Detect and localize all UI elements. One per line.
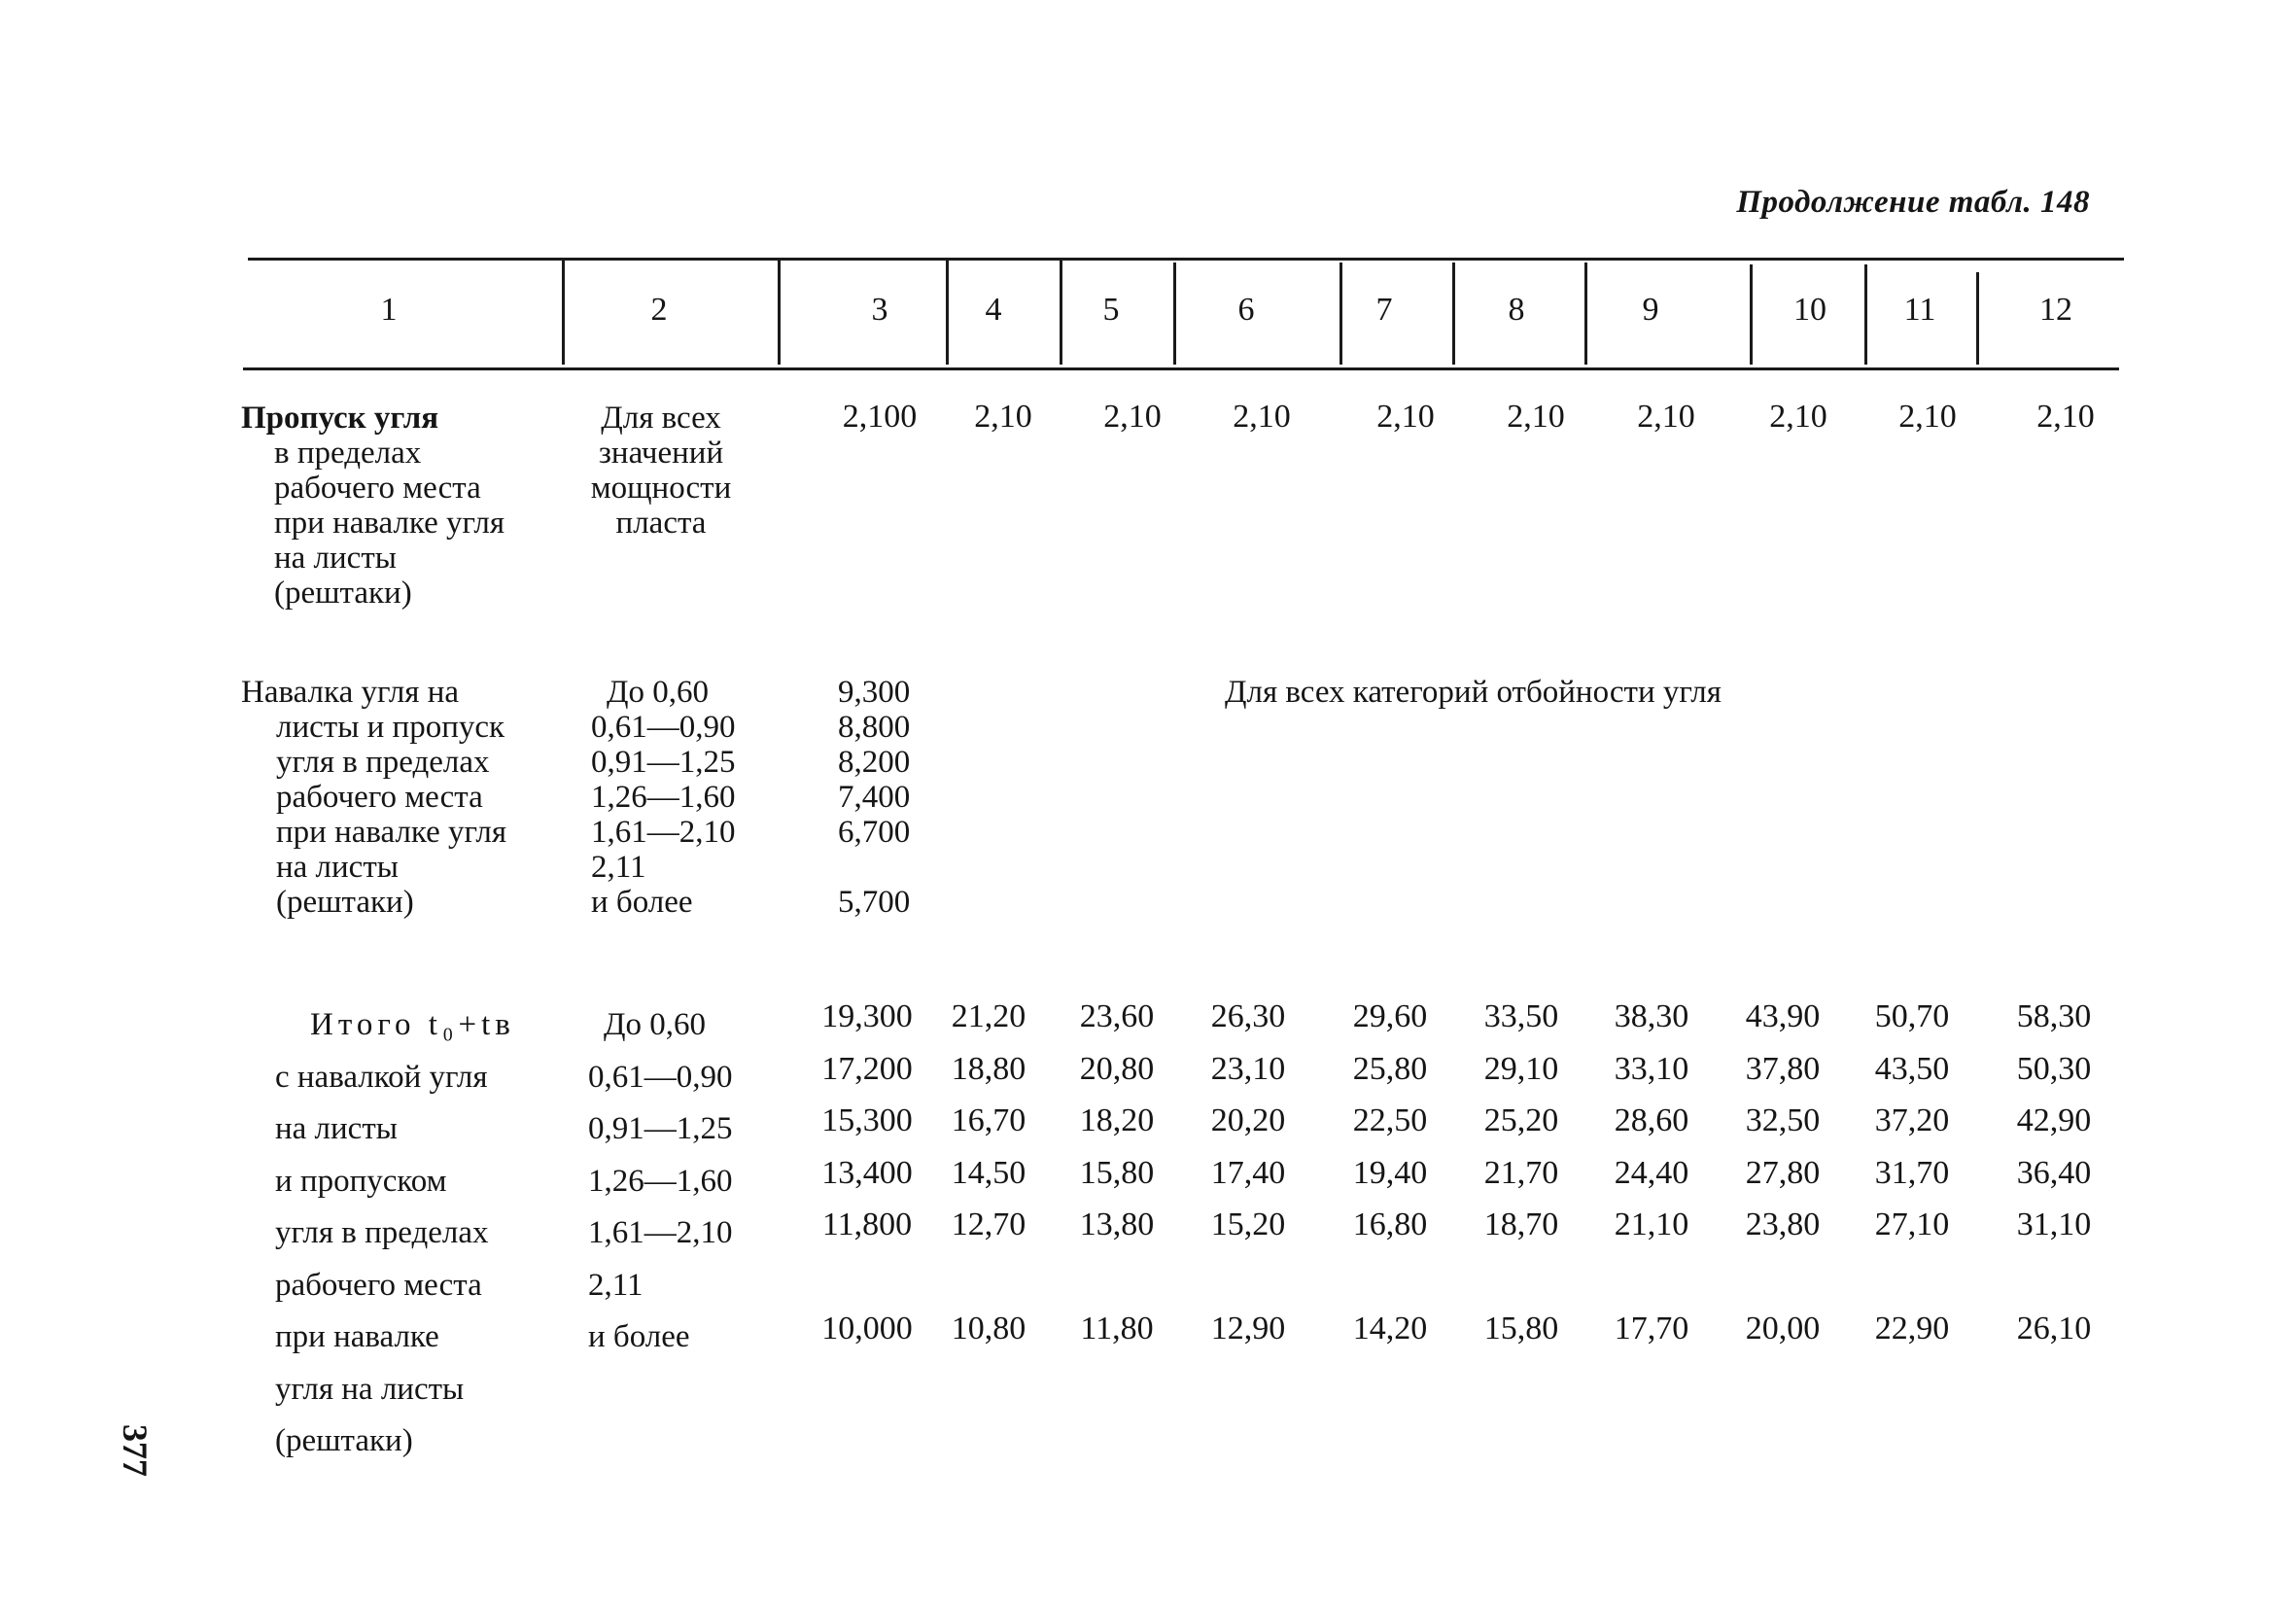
column-header-1: 1 xyxy=(380,292,398,328)
row3-value: 12,70 xyxy=(951,1206,1026,1242)
row3-value: 38,30 xyxy=(1614,998,1689,1034)
row2-name-line: угля в пределах xyxy=(276,745,490,780)
row2-name-line: рабочего места xyxy=(276,780,483,815)
row3-value: 10,000 xyxy=(821,1311,913,1346)
row3-value: 37,20 xyxy=(1874,1102,1950,1138)
row2-name-line: на листы xyxy=(276,850,399,885)
row1-name-line: в пределах xyxy=(274,436,422,471)
row3-name-line: угля на листы xyxy=(275,1371,465,1407)
column-header-4: 4 xyxy=(985,292,1002,328)
row3-value: 50,30 xyxy=(2016,1051,2092,1087)
header-column-separator xyxy=(1339,262,1342,365)
row3-value: 43,50 xyxy=(1874,1051,1950,1087)
header-column-separator xyxy=(1452,262,1455,365)
row3-value: 13,400 xyxy=(821,1155,913,1191)
row2-thickness-line: и более xyxy=(591,885,693,920)
row1-thickness-line: значений xyxy=(598,436,724,471)
row3-value: 27,80 xyxy=(1745,1155,1821,1191)
row3-value: 29,60 xyxy=(1352,998,1428,1034)
row3-thickness-line: и более xyxy=(588,1319,690,1354)
row2-thickness xyxy=(591,675,736,920)
row1-value: 2,10 xyxy=(1103,399,1162,435)
row3-thickness-line: 0,91—1,25 xyxy=(588,1111,733,1146)
row2-name-line: (рештаки) xyxy=(276,885,414,920)
row2-col3-value xyxy=(838,850,910,885)
row3-value: 24,40 xyxy=(1614,1155,1689,1191)
row3-value: 31,70 xyxy=(1874,1155,1950,1191)
row2-name xyxy=(241,675,506,920)
row1-value: 2,10 xyxy=(974,399,1032,435)
row3-value: 10,80 xyxy=(951,1311,1026,1346)
row2-col3-value: 8,200 xyxy=(838,745,911,780)
row3-value: 23,60 xyxy=(1079,998,1155,1034)
row3-value: 33,10 xyxy=(1614,1051,1689,1087)
column-header-8: 8 xyxy=(1508,292,1525,328)
row3-value: 23,10 xyxy=(1210,1051,1286,1087)
column-header-7: 7 xyxy=(1375,292,1393,328)
row2-thickness-line: 0,91—1,25 xyxy=(591,745,736,780)
row1-value: 2,10 xyxy=(1507,399,1565,435)
row1-name-line: Пропуск угля xyxy=(241,401,439,436)
row1-name-line: на листы xyxy=(274,541,397,576)
row3-name-line: при навалке xyxy=(275,1319,439,1354)
row2-thickness-line: 2,11 xyxy=(591,850,646,885)
row3-value: 15,80 xyxy=(1079,1155,1155,1191)
row3-value: 37,80 xyxy=(1745,1051,1821,1087)
row3-value: 12,90 xyxy=(1210,1311,1286,1346)
row3-value: 58,30 xyxy=(2016,998,2092,1034)
row3-value: 36,40 xyxy=(2016,1155,2092,1191)
row3-value: 15,300 xyxy=(821,1102,913,1138)
row2-thickness-line: 1,61—2,10 xyxy=(591,815,736,850)
row3-value: 18,20 xyxy=(1079,1102,1155,1138)
row3-value: 33,50 xyxy=(1483,998,1559,1034)
row3-value: 26,10 xyxy=(2016,1311,2092,1346)
row3-value: 17,70 xyxy=(1614,1311,1689,1346)
row3-value: 11,800 xyxy=(821,1206,913,1242)
row3-value: 16,70 xyxy=(951,1102,1026,1138)
row3-value: 25,20 xyxy=(1483,1102,1559,1138)
row1-value: 2,10 xyxy=(1637,399,1695,435)
row3-value: 23,80 xyxy=(1745,1206,1821,1242)
row3-name-line: Итого t₀+tв xyxy=(310,1007,515,1042)
row3-value: 21,70 xyxy=(1483,1155,1559,1191)
column-header-5: 5 xyxy=(1102,292,1120,328)
row3-value: 18,80 xyxy=(951,1051,1026,1087)
row2-col3-value: 5,700 xyxy=(838,885,911,920)
row3-name-line: рабочего места xyxy=(275,1267,482,1303)
header-column-separator xyxy=(1864,264,1867,365)
header-column-separator xyxy=(1584,262,1587,365)
row3-value: 43,90 xyxy=(1745,998,1821,1034)
row3-value: 32,50 xyxy=(1745,1102,1821,1138)
row3-value: 14,50 xyxy=(951,1155,1026,1191)
row3-value: 50,70 xyxy=(1874,998,1950,1034)
row3-thickness xyxy=(588,999,733,1364)
row2-col3-value: 9,300 xyxy=(838,675,911,710)
row3-value: 15,80 xyxy=(1483,1311,1559,1346)
table-header-rule xyxy=(243,367,2119,370)
row3-value: 19,300 xyxy=(821,998,913,1034)
row3-name-line: (рештаки) xyxy=(275,1423,413,1458)
column-header-10: 10 xyxy=(1793,292,1826,328)
header-column-separator xyxy=(946,260,949,365)
column-header-3: 3 xyxy=(871,292,888,328)
row3-value: 22,50 xyxy=(1352,1102,1428,1138)
row3-value: 11,80 xyxy=(1080,1311,1154,1346)
row3-value: 29,10 xyxy=(1483,1051,1559,1087)
header-column-separator xyxy=(1173,262,1176,365)
row3-thickness-line: 1,61—2,10 xyxy=(588,1215,733,1250)
row3-value: 42,90 xyxy=(2016,1102,2092,1138)
row2-thickness-line: До 0,60 xyxy=(607,675,710,710)
row3-name-line: и пропуском xyxy=(275,1163,447,1199)
row2-name-line: Навалка угля на xyxy=(241,675,460,710)
row3-value: 17,40 xyxy=(1210,1155,1286,1191)
row3-value: 26,30 xyxy=(1210,998,1286,1034)
row3-thickness-line: До 0,60 xyxy=(604,1007,707,1042)
row3-value: 16,80 xyxy=(1352,1206,1428,1242)
row1-thickness-line: Для всех xyxy=(601,401,721,436)
row1-name-line: при навалке угля xyxy=(274,506,505,541)
row3-value: 31,10 xyxy=(2016,1206,2092,1242)
row3-value: 20,80 xyxy=(1079,1051,1155,1087)
row3-name xyxy=(275,999,515,1468)
row3-value: 25,80 xyxy=(1352,1051,1428,1087)
row3-value: 17,200 xyxy=(821,1051,913,1087)
row1-thickness xyxy=(578,401,744,541)
row1-thickness-line: пласта xyxy=(615,506,707,541)
header-column-separator xyxy=(1976,272,1979,365)
row1-name-line: рабочего места xyxy=(274,471,481,506)
column-header-2: 2 xyxy=(650,292,668,328)
row3-thickness-line: 1,26—1,60 xyxy=(588,1163,733,1199)
row1-value: 2,100 xyxy=(842,399,918,435)
row2-name-line: листы и пропуск xyxy=(276,710,505,745)
row2-name-line: при навалке угля xyxy=(276,815,507,850)
row3-value: 21,10 xyxy=(1614,1206,1689,1242)
row3-thickness-line: 0,61—0,90 xyxy=(588,1059,733,1095)
row2-thickness-line: 1,26—1,60 xyxy=(591,780,736,815)
table-caption: Продолжение табл. 148 xyxy=(1736,185,2090,220)
row1-name-line: (рештаки) xyxy=(274,576,412,611)
row1-thickness-line: мощности xyxy=(590,471,732,506)
row2-thickness-line: 0,61—0,90 xyxy=(591,710,736,745)
row3-value: 14,20 xyxy=(1352,1311,1428,1346)
column-header-11: 11 xyxy=(1903,292,1936,328)
row1-value: 2,10 xyxy=(2036,399,2095,435)
row3-value: 18,70 xyxy=(1483,1206,1559,1242)
header-column-separator xyxy=(1750,264,1753,365)
column-header-6: 6 xyxy=(1237,292,1255,328)
row1-value: 2,10 xyxy=(1769,399,1827,435)
row1-value: 2,10 xyxy=(1898,399,1957,435)
row3-value: 13,80 xyxy=(1079,1206,1155,1242)
row3-name-line: с навалкой угля xyxy=(275,1059,488,1095)
row3-value: 27,10 xyxy=(1874,1206,1950,1242)
row1-value: 2,10 xyxy=(1233,399,1291,435)
row3-value: 20,20 xyxy=(1210,1102,1286,1138)
header-column-separator xyxy=(562,260,565,365)
row2-col3-values xyxy=(838,675,910,920)
header-column-separator xyxy=(1060,260,1062,365)
row3-value: 28,60 xyxy=(1614,1102,1689,1138)
row3-value: 22,90 xyxy=(1874,1311,1950,1346)
row3-name-line: на листы xyxy=(275,1111,398,1146)
row1-value: 2,10 xyxy=(1376,399,1435,435)
row3-thickness-line: 2,11 xyxy=(588,1267,644,1303)
row2-col3-value: 7,400 xyxy=(838,780,911,815)
column-header-12: 12 xyxy=(2039,292,2072,328)
row2-note: Для всех категорий отбойности угля xyxy=(1225,675,1722,710)
row1-name xyxy=(241,401,504,611)
row3-value: 15,20 xyxy=(1210,1206,1286,1242)
row3-name-line: угля в пределах xyxy=(275,1215,489,1250)
row3-value: 20,00 xyxy=(1745,1311,1821,1346)
row2-col3-value: 8,800 xyxy=(838,710,911,745)
row3-value: 21,20 xyxy=(951,998,1026,1034)
table-top-rule xyxy=(248,258,2124,261)
column-header-9: 9 xyxy=(1642,292,1659,328)
row3-value: 19,40 xyxy=(1352,1155,1428,1191)
page-number: 377 xyxy=(116,1424,155,1477)
header-column-separator xyxy=(778,260,781,365)
row2-col3-value: 6,700 xyxy=(838,815,911,850)
